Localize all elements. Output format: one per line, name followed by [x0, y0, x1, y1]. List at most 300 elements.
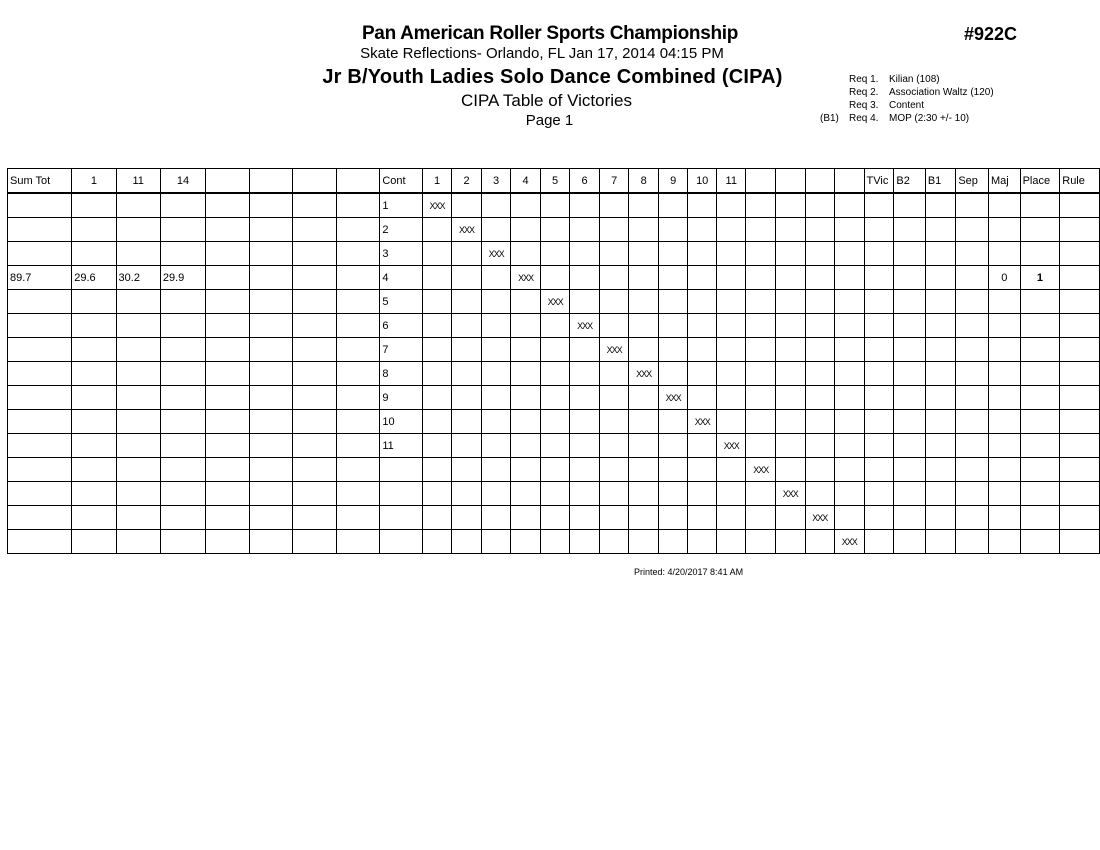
judge-score-cell — [293, 290, 337, 314]
victory-cell — [540, 410, 570, 434]
victory-cell — [540, 434, 570, 458]
victory-cell — [805, 458, 835, 482]
sum-tot-cell — [8, 506, 72, 530]
victory-cell — [452, 458, 482, 482]
victory-cell — [540, 530, 570, 554]
victory-cell — [688, 506, 717, 530]
judge-score-cell — [293, 242, 337, 266]
b2-cell — [894, 362, 925, 386]
victory-cell — [481, 386, 511, 410]
victory-cell — [452, 434, 482, 458]
self-comparison-marker: XXX — [665, 392, 681, 403]
victory-cell — [422, 242, 452, 266]
maj-cell — [988, 458, 1020, 482]
self-comparison-marker: XXX — [606, 344, 622, 355]
judge-score-cell — [160, 386, 205, 410]
victory-cell — [452, 266, 482, 290]
maj-cell — [988, 530, 1020, 554]
header-sum-tot: Sum Tot — [8, 169, 72, 194]
table-row — [8, 290, 1100, 314]
victory-cell — [481, 434, 511, 458]
contestant-cell: 2 — [380, 218, 422, 242]
b1-cell — [925, 290, 956, 314]
victory-cell — [511, 290, 541, 314]
judge-score-cell — [160, 410, 205, 434]
victory-cell — [511, 458, 541, 482]
victory-cell — [716, 506, 746, 530]
header-sep: Sep — [956, 169, 989, 194]
tvic-cell — [864, 193, 894, 218]
header-judge: 14 — [160, 169, 205, 194]
maj-cell — [988, 506, 1020, 530]
victory-cell — [481, 290, 511, 314]
victory-cell — [805, 242, 835, 266]
sum-tot-cell — [8, 218, 72, 242]
victory-cell — [746, 362, 776, 386]
table-row — [8, 193, 1100, 218]
judge-score-cell — [116, 362, 160, 386]
victory-cell — [746, 458, 776, 482]
judge-score-cell: 30.2 — [116, 266, 160, 290]
victory-cell — [746, 266, 776, 290]
b1-cell — [925, 362, 956, 386]
table-row — [8, 362, 1100, 386]
victory-cell — [658, 458, 688, 482]
place-cell — [1020, 482, 1060, 506]
victory-cell — [599, 266, 629, 290]
victory-cell — [629, 290, 659, 314]
contestant-cell — [380, 458, 422, 482]
header-opponent: 1 — [422, 169, 452, 194]
victory-cell — [776, 530, 806, 554]
victory-cell — [422, 362, 452, 386]
header-opponent: 4 — [511, 169, 541, 194]
victory-cell — [481, 458, 511, 482]
place-cell — [1020, 458, 1060, 482]
victory-cell — [481, 193, 511, 218]
judge-score-cell — [249, 266, 293, 290]
victory-cell — [835, 386, 865, 410]
b2-cell — [894, 506, 925, 530]
judge-score-cell — [336, 314, 380, 338]
maj-cell — [988, 434, 1020, 458]
requirement-line: (B1) Req 4. MOP (2:30 +/- 10) — [820, 113, 970, 124]
victory-cell — [570, 242, 600, 266]
self-comparison-marker: XXX — [459, 224, 475, 235]
judge-score-cell — [336, 482, 380, 506]
header-b1: B1 — [925, 169, 956, 194]
victory-cell — [658, 410, 688, 434]
place-cell — [1020, 386, 1060, 410]
tvic-cell — [864, 386, 894, 410]
judge-score-cell — [206, 314, 250, 338]
victory-cell — [776, 506, 806, 530]
victory-cell — [688, 410, 717, 434]
judge-score-cell — [206, 362, 250, 386]
victory-cell — [805, 266, 835, 290]
victory-cell — [570, 530, 600, 554]
tvic-cell — [864, 458, 894, 482]
judge-score-cell — [160, 242, 205, 266]
judge-score-cell: 29.9 — [160, 266, 205, 290]
victory-cell — [540, 266, 570, 290]
self-comparison-marker: XXX — [547, 296, 563, 307]
victory-cell — [629, 458, 659, 482]
maj-cell — [988, 362, 1020, 386]
place-cell — [1020, 218, 1060, 242]
victory-cell — [599, 218, 629, 242]
header-judge: 11 — [116, 169, 160, 194]
header-opponent: 11 — [716, 169, 746, 194]
victory-cell — [540, 290, 570, 314]
header-opponent: 8 — [629, 169, 659, 194]
victory-cell — [599, 458, 629, 482]
victory-cell — [422, 290, 452, 314]
b1-cell — [925, 338, 956, 362]
sep-cell — [956, 506, 989, 530]
tvic-cell — [864, 290, 894, 314]
victory-cell — [776, 218, 806, 242]
contestant-cell — [380, 506, 422, 530]
victory-cell — [776, 482, 806, 506]
judge-score-cell: 29.6 — [72, 266, 116, 290]
victory-cell — [481, 506, 511, 530]
sum-tot-cell — [8, 458, 72, 482]
victory-cell — [805, 314, 835, 338]
victory-cell — [599, 410, 629, 434]
judge-score-cell — [206, 193, 250, 218]
victory-cell — [776, 458, 806, 482]
victory-cell — [422, 434, 452, 458]
b2-cell — [894, 338, 925, 362]
rule-cell — [1060, 434, 1100, 458]
victory-cell — [835, 218, 865, 242]
victory-cell — [540, 362, 570, 386]
header-opponent: 10 — [688, 169, 717, 194]
victory-cell — [835, 506, 865, 530]
b2-cell — [894, 314, 925, 338]
rule-cell — [1060, 266, 1100, 290]
b1-cell — [925, 242, 956, 266]
sum-tot-cell — [8, 242, 72, 266]
b1-cell — [925, 386, 956, 410]
judge-score-cell — [160, 362, 205, 386]
sum-tot-cell — [8, 410, 72, 434]
victory-cell — [658, 193, 688, 218]
victory-cell — [716, 458, 746, 482]
sum-tot-cell — [8, 193, 72, 218]
sum-tot-cell — [8, 314, 72, 338]
contestant-cell: 11 — [380, 434, 422, 458]
victory-cell — [629, 362, 659, 386]
event-number: #922C — [964, 24, 1018, 44]
victory-cell — [716, 314, 746, 338]
victory-cell — [688, 242, 717, 266]
judge-score-cell — [249, 362, 293, 386]
judge-score-cell — [293, 506, 337, 530]
victory-cell — [422, 314, 452, 338]
victory-cell — [452, 338, 482, 362]
b2-cell — [894, 482, 925, 506]
victory-cell — [746, 482, 776, 506]
victory-cell — [688, 266, 717, 290]
victory-cell — [658, 506, 688, 530]
victory-cell — [805, 193, 835, 218]
victory-cell — [746, 506, 776, 530]
victory-cell — [716, 290, 746, 314]
header-rule: Rule — [1060, 169, 1100, 194]
self-comparison-marker: XXX — [518, 272, 534, 283]
self-comparison-marker: XXX — [841, 536, 857, 547]
victory-cell — [688, 218, 717, 242]
victory-cell — [716, 434, 746, 458]
self-comparison-marker: XXX — [694, 416, 710, 427]
victory-cell — [688, 458, 717, 482]
sep-cell — [956, 386, 989, 410]
b2-cell — [894, 530, 925, 554]
judge-score-cell — [116, 290, 160, 314]
judge-score-cell — [249, 338, 293, 362]
maj-cell — [988, 386, 1020, 410]
judge-score-cell — [160, 530, 205, 554]
rule-cell — [1060, 290, 1100, 314]
victory-cell — [629, 218, 659, 242]
victory-cell — [716, 338, 746, 362]
victory-cell — [776, 338, 806, 362]
judge-score-cell — [206, 266, 250, 290]
victory-cell — [658, 338, 688, 362]
victory-cell — [511, 338, 541, 362]
victory-cell — [481, 362, 511, 386]
self-comparison-marker: XXX — [429, 200, 445, 211]
judge-score-cell — [249, 410, 293, 434]
place-cell — [1020, 242, 1060, 266]
b1-cell — [925, 458, 956, 482]
header-opponent — [835, 169, 865, 194]
victory-cell — [511, 362, 541, 386]
judge-score-cell — [249, 458, 293, 482]
requirement-line: Req 2. Association Waltz (120) — [849, 87, 994, 98]
sep-cell — [956, 314, 989, 338]
judge-score-cell — [293, 338, 337, 362]
judge-score-cell — [249, 193, 293, 218]
victory-cell — [716, 266, 746, 290]
victory-cell — [658, 290, 688, 314]
sum-tot-cell — [8, 362, 72, 386]
victory-cell — [746, 218, 776, 242]
judge-score-cell — [116, 386, 160, 410]
b1-cell — [925, 314, 956, 338]
sep-cell — [956, 434, 989, 458]
victory-cell — [716, 362, 746, 386]
victory-cell — [511, 242, 541, 266]
judge-score-cell — [206, 218, 250, 242]
table-row — [8, 482, 1100, 506]
victory-cell — [570, 290, 600, 314]
judge-score-cell — [249, 482, 293, 506]
rule-cell — [1060, 193, 1100, 218]
victory-cell — [688, 434, 717, 458]
judge-score-cell — [160, 338, 205, 362]
maj-cell — [988, 482, 1020, 506]
judge-score-cell — [206, 482, 250, 506]
header-judge: 1 — [72, 169, 116, 194]
maj-cell — [988, 314, 1020, 338]
header-cont: Cont — [380, 169, 422, 194]
victory-cell — [688, 338, 717, 362]
victory-cell — [422, 218, 452, 242]
self-comparison-marker: XXX — [782, 488, 798, 499]
victory-cell — [835, 362, 865, 386]
event-title: Pan American Roller Sports Championship — [361, 23, 739, 44]
victory-cell — [805, 482, 835, 506]
victory-cell — [835, 338, 865, 362]
judge-score-cell — [72, 218, 116, 242]
victory-cell — [835, 530, 865, 554]
victory-cell — [452, 314, 482, 338]
maj-cell — [988, 410, 1020, 434]
victory-cell — [776, 362, 806, 386]
victory-cell — [570, 482, 600, 506]
victory-cell — [658, 314, 688, 338]
judge-score-cell — [293, 530, 337, 554]
judge-score-cell — [72, 290, 116, 314]
rule-cell — [1060, 338, 1100, 362]
victory-cell — [540, 338, 570, 362]
maj-cell — [988, 338, 1020, 362]
self-comparison-marker: XXX — [723, 440, 739, 451]
judge-score-cell — [206, 458, 250, 482]
victory-cell — [540, 482, 570, 506]
b1-cell — [925, 506, 956, 530]
victory-cell — [570, 434, 600, 458]
judge-score-cell — [116, 458, 160, 482]
table-row — [8, 506, 1100, 530]
victory-cell — [511, 193, 541, 218]
victory-cell — [452, 410, 482, 434]
header-opponent: 3 — [481, 169, 511, 194]
judge-score-cell — [336, 290, 380, 314]
victory-cell — [599, 242, 629, 266]
victory-cell — [511, 314, 541, 338]
printed-timestamp: Printed: 4/20/2017 8:41 AM — [634, 567, 744, 577]
judge-score-cell — [206, 434, 250, 458]
victory-cell — [805, 410, 835, 434]
sep-cell — [956, 410, 989, 434]
victory-cell — [570, 193, 600, 218]
judge-score-cell — [72, 482, 116, 506]
b2-cell — [894, 218, 925, 242]
tvic-cell — [864, 482, 894, 506]
victory-cell — [629, 338, 659, 362]
judge-score-cell — [206, 386, 250, 410]
place-cell — [1020, 193, 1060, 218]
competition-title: Jr B/Youth Ladies Solo Dance Combined (CIPA) — [322, 66, 783, 88]
table-row — [8, 458, 1100, 482]
rule-cell — [1060, 314, 1100, 338]
victory-cell — [746, 410, 776, 434]
b1-cell — [925, 193, 956, 218]
b1-cell — [925, 266, 956, 290]
victory-cell — [805, 338, 835, 362]
judge-score-cell — [249, 242, 293, 266]
judge-score-cell — [293, 386, 337, 410]
victory-cell — [422, 266, 452, 290]
victory-cell — [599, 482, 629, 506]
judge-score-cell — [72, 314, 116, 338]
sep-cell — [956, 266, 989, 290]
judge-score-cell — [336, 506, 380, 530]
victory-cell — [776, 193, 806, 218]
victory-cell — [481, 338, 511, 362]
victory-cell — [481, 530, 511, 554]
tvic-cell — [864, 506, 894, 530]
judge-score-cell — [160, 506, 205, 530]
victory-cell — [481, 314, 511, 338]
victory-cell — [481, 266, 511, 290]
maj-cell: 0 — [988, 266, 1020, 290]
header-opponent — [776, 169, 806, 194]
tvic-cell — [864, 338, 894, 362]
b1-cell — [925, 410, 956, 434]
victory-cell — [716, 482, 746, 506]
victory-cell — [746, 338, 776, 362]
victory-cell — [835, 193, 865, 218]
victory-cell — [452, 506, 482, 530]
victory-cell — [835, 290, 865, 314]
tvic-cell — [864, 434, 894, 458]
victory-cell — [599, 434, 629, 458]
b1-cell — [925, 482, 956, 506]
judge-score-cell — [116, 314, 160, 338]
judge-score-cell — [116, 338, 160, 362]
self-comparison-marker: XXX — [753, 464, 769, 475]
victory-cell — [422, 482, 452, 506]
victory-cell — [511, 434, 541, 458]
victory-cell — [658, 434, 688, 458]
victory-cell — [629, 410, 659, 434]
requirement-line: Req 3. Content — [849, 100, 925, 111]
rule-cell — [1060, 410, 1100, 434]
sep-cell — [956, 193, 989, 218]
b2-cell — [894, 386, 925, 410]
maj-cell — [988, 218, 1020, 242]
judge-score-cell — [116, 242, 160, 266]
place-cell: 1 — [1020, 266, 1060, 290]
contestant-cell: 6 — [380, 314, 422, 338]
maj-cell — [988, 290, 1020, 314]
sep-cell — [956, 482, 989, 506]
contestant-cell: 10 — [380, 410, 422, 434]
self-comparison-marker: XXX — [812, 512, 828, 523]
b2-cell — [894, 410, 925, 434]
judge-score-cell — [72, 338, 116, 362]
victory-cell — [835, 242, 865, 266]
victory-cell — [599, 530, 629, 554]
victory-cell — [422, 193, 452, 218]
victory-cell — [570, 362, 600, 386]
judge-score-cell — [206, 242, 250, 266]
victory-cell — [658, 266, 688, 290]
table-row — [8, 266, 1100, 290]
victory-cell — [540, 314, 570, 338]
victory-cell — [599, 290, 629, 314]
judge-score-cell — [72, 362, 116, 386]
contestant-cell: 3 — [380, 242, 422, 266]
rule-cell — [1060, 362, 1100, 386]
judge-score-cell — [160, 218, 205, 242]
judge-score-cell — [293, 410, 337, 434]
